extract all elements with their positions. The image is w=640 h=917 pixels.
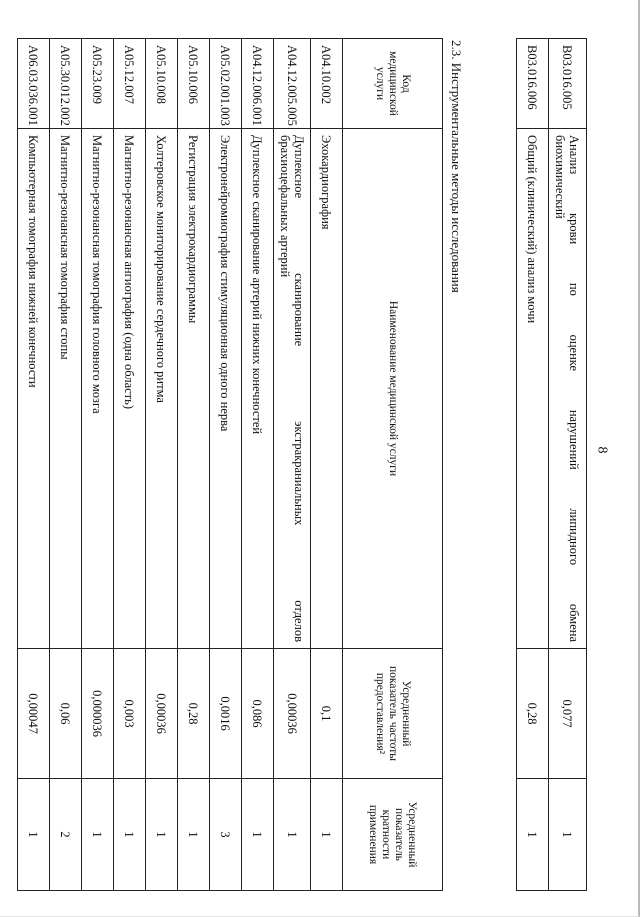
frequency-value: 0,086 bbox=[242, 649, 274, 779]
multiplicity-value: 1 bbox=[517, 779, 549, 891]
multiplicity-value: 1 bbox=[18, 779, 50, 891]
frequency-value: 0,28 bbox=[517, 649, 549, 779]
service-name-line: Дуплексное сканирование экстракраниальных отделов bbox=[292, 135, 306, 642]
frequency-value: 0,1 bbox=[311, 649, 343, 779]
multiplicity-value: 3 bbox=[210, 779, 242, 891]
service-name-line: биохимический bbox=[553, 135, 568, 219]
header-frequency: Усредненный показатель частоты предоставления² bbox=[343, 649, 443, 779]
service-code: B03.016.005 bbox=[549, 39, 587, 129]
service-name: Дуплексное сканирование артерий нижних конечностей bbox=[242, 129, 274, 649]
service-name: Магнитно-резонансная томография стопы bbox=[50, 129, 82, 649]
table-row bbox=[517, 39, 549, 891]
service-code: A05.12.007 bbox=[114, 39, 146, 129]
rotated-page-content bbox=[26, 38, 587, 890]
service-name: Общий (клинический) анализ мочи bbox=[517, 129, 549, 649]
frequency-value: 0,077 bbox=[549, 649, 587, 779]
service-code: A04.12.005.005 bbox=[274, 39, 311, 129]
service-code: A05.30.012.002 bbox=[50, 39, 82, 129]
multiplicity-value: 2 bbox=[50, 779, 82, 891]
table-row bbox=[210, 39, 242, 891]
service-code: B03.016.006 bbox=[517, 39, 549, 129]
section-title: 2.3. Инструментальные методы исследования bbox=[449, 40, 464, 293]
service-code: A05.02.001.003 bbox=[210, 39, 242, 129]
table-row bbox=[178, 39, 210, 891]
frequency-value: 0,000036 bbox=[82, 649, 114, 779]
table-row bbox=[50, 39, 82, 891]
service-name-line: брахиоцефальных артерий bbox=[278, 135, 292, 278]
service-name: Эхокардиография bbox=[311, 129, 343, 649]
multiplicity-value: 1 bbox=[274, 779, 311, 891]
frequency-value: 0,28 bbox=[178, 649, 210, 779]
service-name: Регистрация электрокардиограммы bbox=[178, 129, 210, 649]
multiplicity-value: 1 bbox=[549, 779, 587, 891]
service-name bbox=[274, 129, 311, 649]
service-code: A05.23.009 bbox=[82, 39, 114, 129]
instrumental-methods-table bbox=[17, 38, 443, 891]
service-code: A04.12.006.001 bbox=[242, 39, 274, 129]
service-name: Компьютерная томография нижней конечности bbox=[18, 129, 50, 649]
table-row bbox=[274, 39, 311, 891]
multiplicity-value: 1 bbox=[242, 779, 274, 891]
frequency-value: 0,00047 bbox=[18, 649, 50, 779]
frequency-value: 0,06 bbox=[50, 649, 82, 779]
service-code: A05.10.008 bbox=[146, 39, 178, 129]
multiplicity-value: 1 bbox=[82, 779, 114, 891]
frequency-value: 0,00036 bbox=[146, 649, 178, 779]
service-code: A04.10.002 bbox=[311, 39, 343, 129]
multiplicity-value: 1 bbox=[311, 779, 343, 891]
header-multiplicity: Усредненный показатель кратности применения bbox=[343, 779, 443, 891]
header-name: Наименование медицинской услуги bbox=[343, 129, 443, 649]
service-code: A06.03.036.001 bbox=[18, 39, 50, 129]
multiplicity-value: 1 bbox=[114, 779, 146, 891]
page-number: 8 bbox=[594, 446, 610, 454]
table-header-row bbox=[343, 39, 443, 891]
service-name: Электронейромиография стимуляционная одного нерва bbox=[210, 129, 242, 649]
table-row bbox=[82, 39, 114, 891]
service-code: A05.10.006 bbox=[178, 39, 210, 129]
services-table-continued bbox=[516, 38, 587, 891]
service-name: Магнитно-резонансная ангиография (одна область) bbox=[114, 129, 146, 649]
table-row bbox=[549, 39, 587, 891]
multiplicity-value: 1 bbox=[178, 779, 210, 891]
table-row bbox=[311, 39, 343, 891]
service-name: Магнитно-резонансная томография головного мозга bbox=[82, 129, 114, 649]
frequency-value: 0,0016 bbox=[210, 649, 242, 779]
frequency-value: 0,00036 bbox=[274, 649, 311, 779]
table-row bbox=[242, 39, 274, 891]
service-name: Холтеровское мониторирование сердечного ритма bbox=[146, 129, 178, 649]
table-row bbox=[18, 39, 50, 891]
header-code: Код медицинской услуги bbox=[343, 39, 443, 129]
table-row bbox=[114, 39, 146, 891]
table-row bbox=[146, 39, 178, 891]
service-name bbox=[549, 129, 587, 649]
service-name-line: Анализ крови по оценке нарушений липидного обмена bbox=[567, 135, 582, 642]
frequency-value: 0,003 bbox=[114, 649, 146, 779]
multiplicity-value: 1 bbox=[146, 779, 178, 891]
